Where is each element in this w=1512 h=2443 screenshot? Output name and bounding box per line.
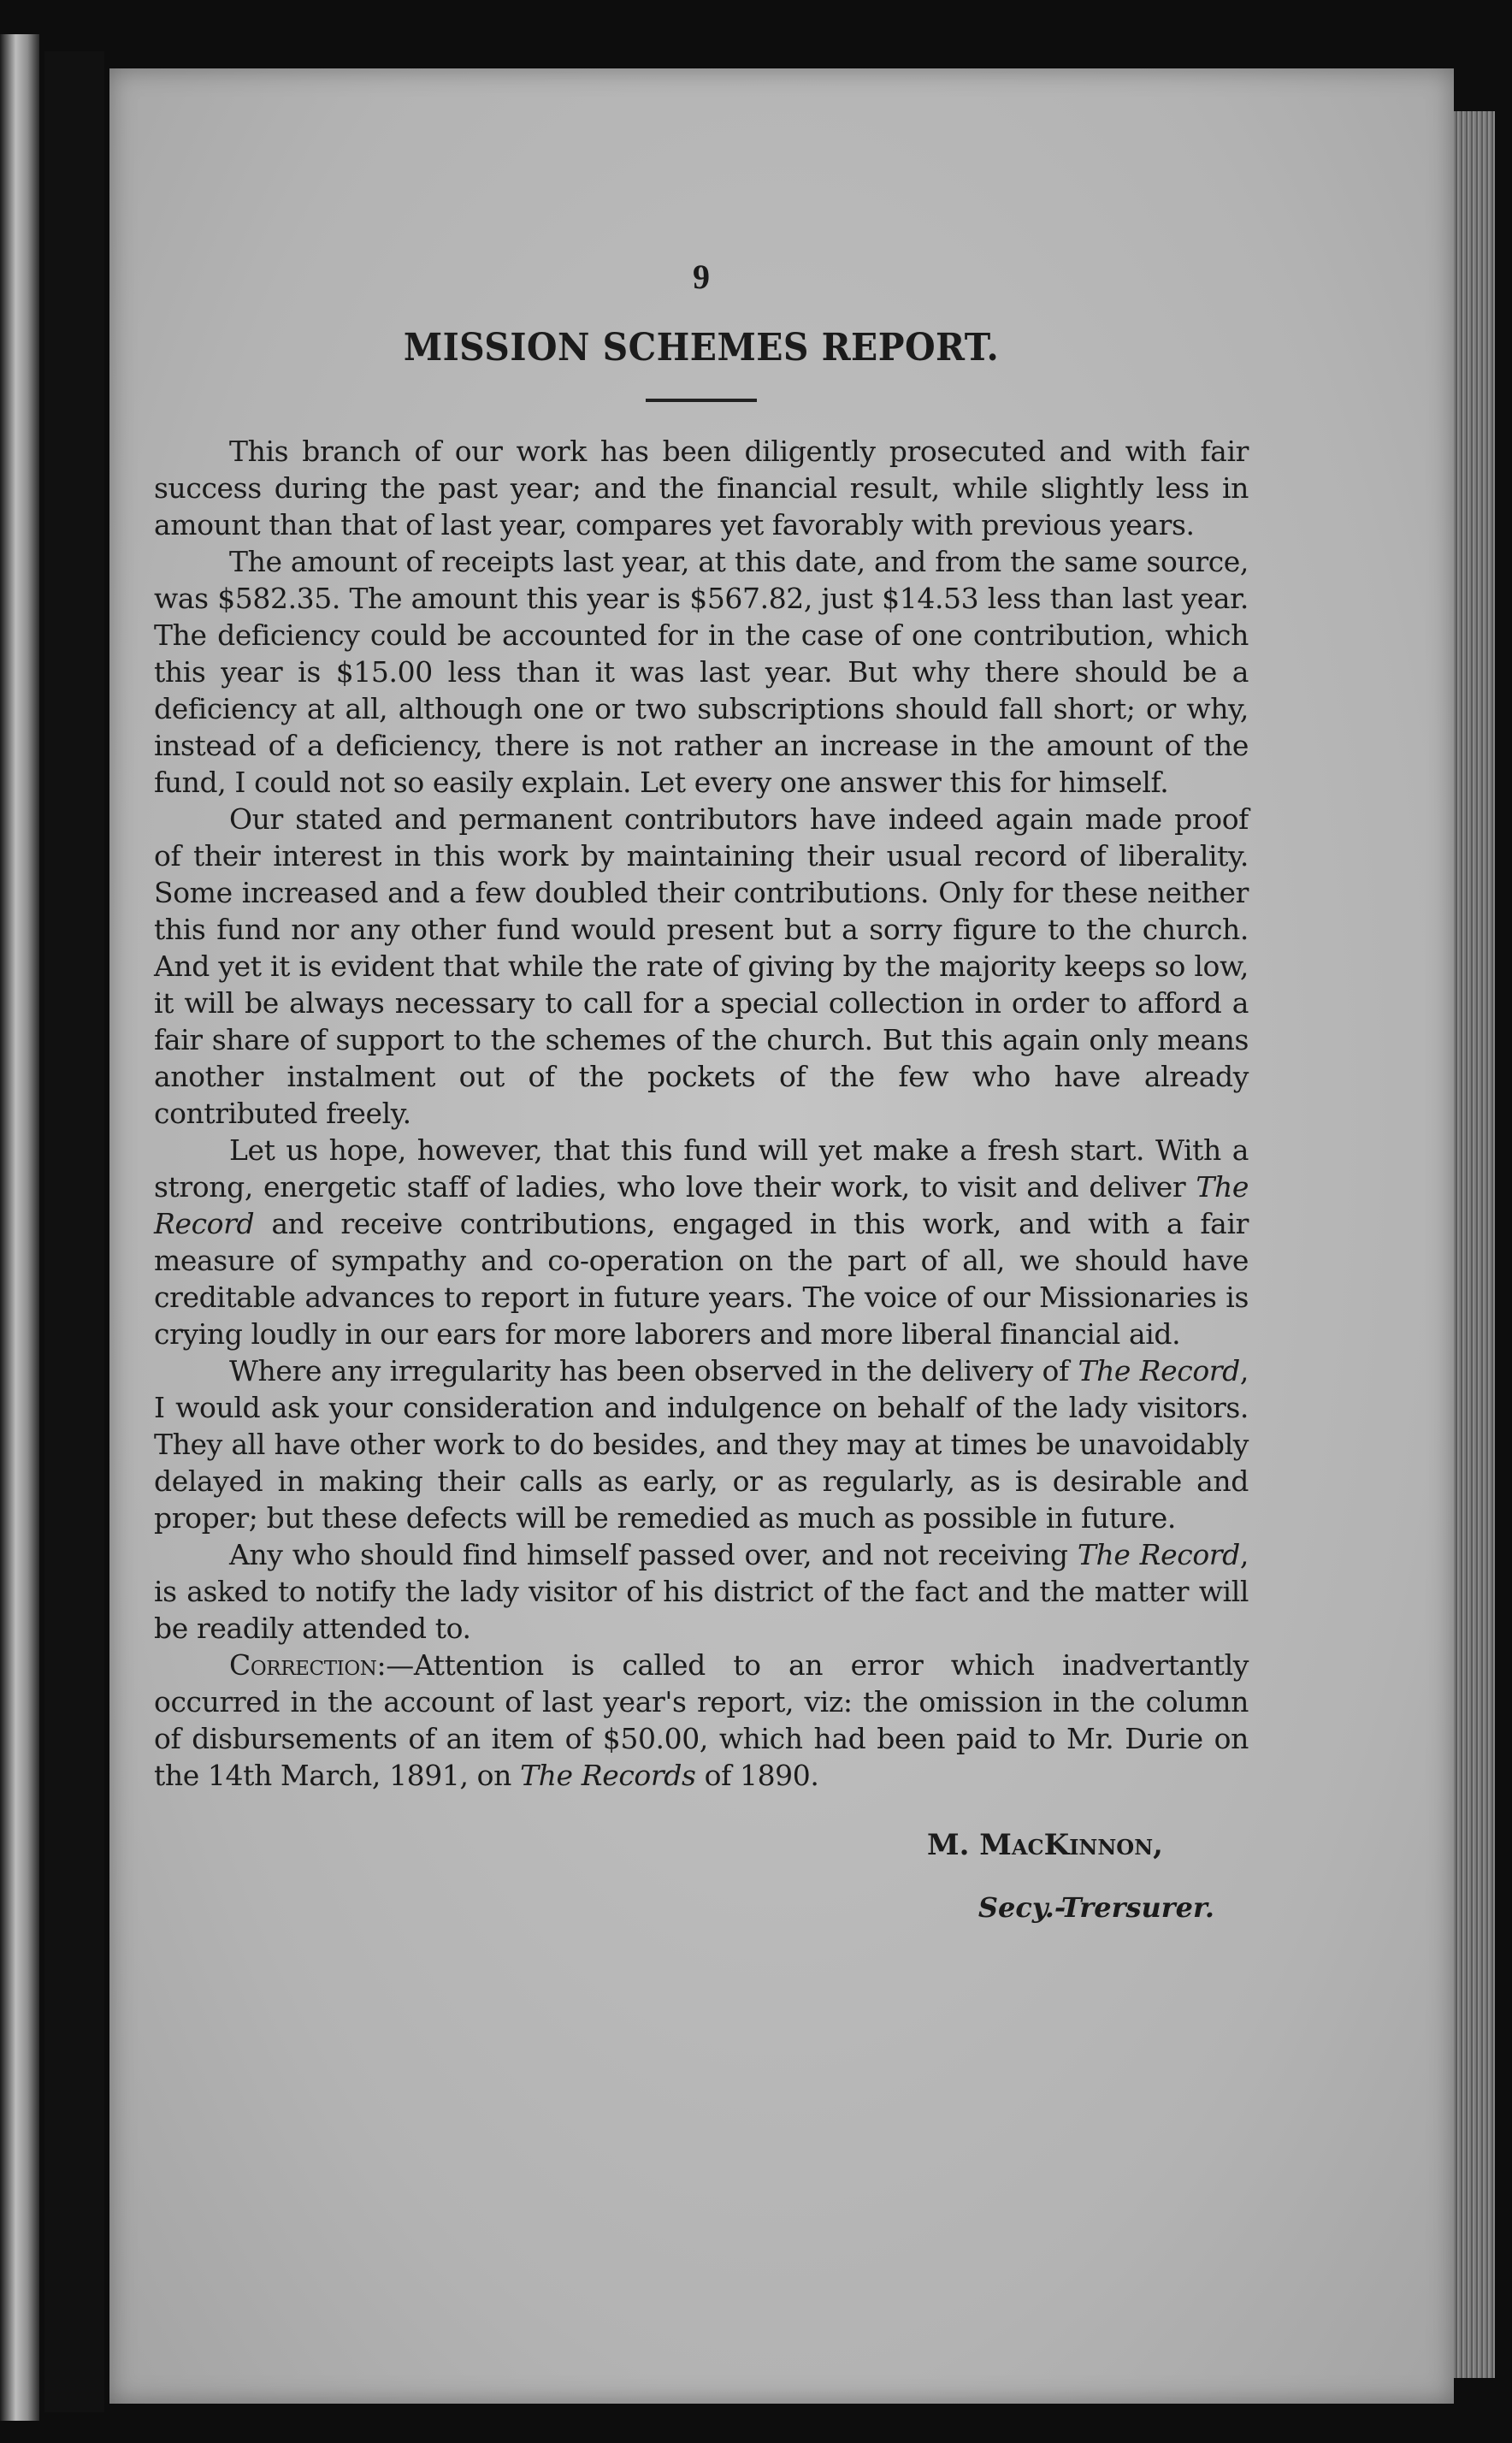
- paragraph-5: [154, 1352, 1249, 1536]
- page-stack-edge: [1454, 111, 1495, 2378]
- title-rule: [646, 399, 757, 402]
- paragraph-6-text-a: Any who should find himself passed over, and not receiving: [229, 1538, 1078, 1571]
- signature-title: Secy.-Trersurer.: [977, 1891, 1214, 1924]
- correction-records-title: The Records: [520, 1759, 696, 1792]
- signature-block: [154, 1828, 1249, 1924]
- report-title: MISSION SCHEMES REPORT.: [403, 326, 1000, 370]
- correction-paragraph: [154, 1647, 1249, 1794]
- paragraph-4: [154, 1132, 1249, 1352]
- paragraph-4-text-a: Let us hope, however, that this fund will yet make a fresh start. With a strong, energetic staff of ladies, who love their work, to visit and deliver: [154, 1133, 1249, 1204]
- page-number: 9: [693, 257, 710, 296]
- paragraph-6-text-b: , is asked to notify the lady visitor of his district of the fact and the matter will be readily attended to.: [154, 1538, 1249, 1645]
- paragraph-5-text-b: , I would ask your consideration and indulgence on behalf of the lady visitors. They all have other work to do besides, and they may at times be unavoidably delayed in making their calls as early, or as regularly, as is desirable and proper; but these defects will be remedied as much as possible in future.: [154, 1354, 1249, 1535]
- binding-gutter: [44, 51, 104, 2412]
- adjacent-page-edge: [0, 34, 39, 2421]
- paragraph-5-record-title: The Record: [1078, 1354, 1240, 1387]
- paragraph-5-text-a: Where any irregularity has been observed in the delivery of: [229, 1354, 1078, 1387]
- correction-lead: Correction: [229, 1648, 377, 1682]
- paragraph-6-record-title: The Record: [1077, 1538, 1240, 1571]
- paragraph-6: [154, 1536, 1249, 1647]
- paragraph-4-record-title: The Record: [154, 1170, 1249, 1240]
- page-content: [154, 257, 1249, 1924]
- correction-text-a: :—Attention is called to an error which inadvertantly occurred in the account of last year's report, viz: the omission in the column of disbursements of an item of $50.00, which had been paid to Mr. Durie on the 14th March, 1891, on: [154, 1648, 1249, 1792]
- correction-text-b: of 1890.: [695, 1759, 819, 1792]
- paragraph-3: Our stated and permanent contributors have indeed again made proof of their interest in this work by maintaining their usual record of liberality. Some increased and a few doubled their contributions. Only for these neither this fund nor any other fund would present but a sorry figure to the church. And yet it is evident that while the rate of giving by the majority keeps so low, it will be always necessary to call for a special collection in order to afford a fair share of support to the schemes of the church. But this again only means another instalment out of the pockets of the few who have already contributed freely.: [154, 802, 1249, 1130]
- paragraph-1: This branch of our work has been diligently prosecuted and with fair success during the past year; and the financial result, while slightly less in amount than that of last year, compares yet favorably with previous years.: [154, 435, 1249, 541]
- paragraph-4-text-b: and receive contributions, engaged in this work, and with a fair measure of sympathy and co-operation on the part of all, we should have creditable advances to report in future years. The voice of our Missionaries is crying loudly in our ears for more laborers and more liberal financial aid.: [154, 1207, 1249, 1351]
- paragraph-2: The amount of receipts last year, at this date, and from the same source, was $582.35. The amount this year is $567.82, just $14.53 less than last year. The deficiency could be accounted for in the case of one contribution, which this year is $15.00 less than it was last year. But why there should be a deficiency at all, although one or two subscriptions should fall short; or why, instead of a deficiency, there is not rather an increase in the amount of the fund, I could not so easily explain. Let every one answer this for himself.: [154, 545, 1249, 799]
- signature-name: M. MacKinnon,: [926, 1828, 1163, 1862]
